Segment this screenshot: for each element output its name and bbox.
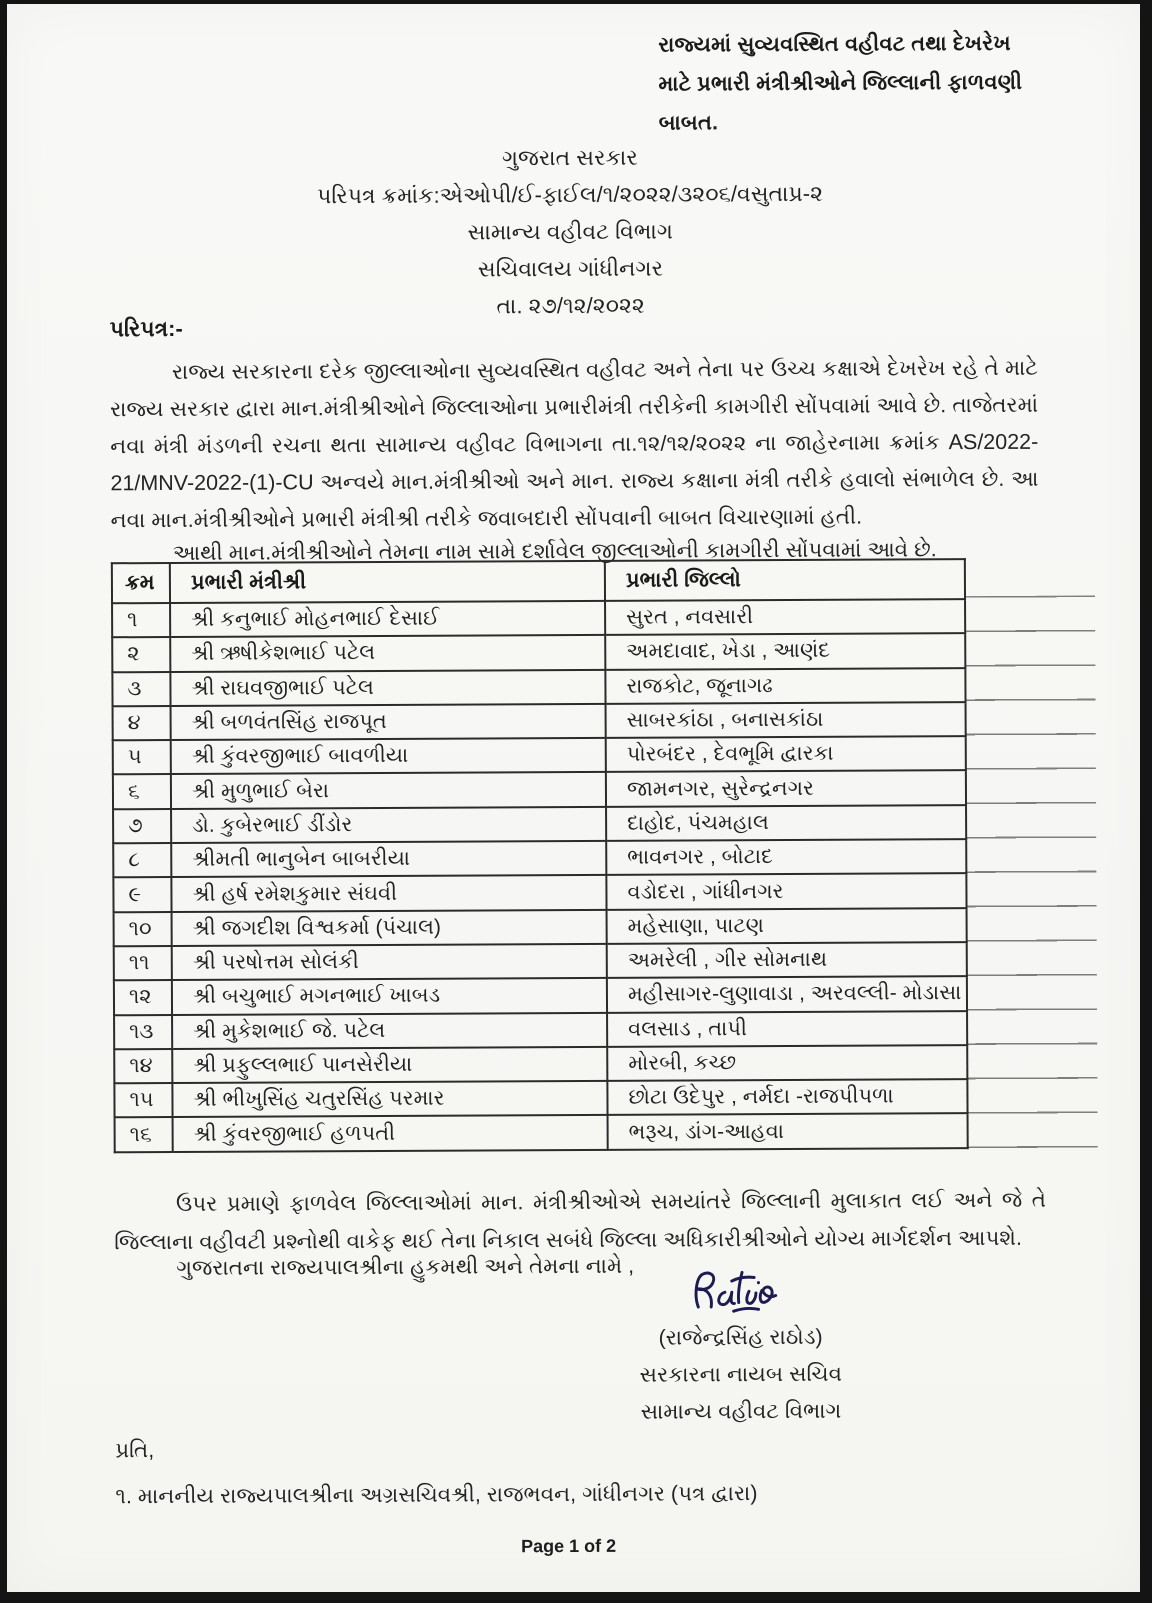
signature-block <box>590 1266 891 1430</box>
table-row <box>114 1011 967 1049</box>
table-row <box>112 633 965 671</box>
cell-districts: મહીસાગર-લુણાવાડા , અરવલ્લી- મોડાસા <box>607 976 967 1012</box>
cell-districts: ભાવનગર , બોટાદ <box>606 839 966 875</box>
circular-number: પરિપત્ર ક્રમાંક:એઓપી/ઈ-ફાઈલ/૧/૨૦૨૨/૩૨૦૬/વસુતાપ્ર-૨ <box>0 173 1143 216</box>
subject-line: રાજ્યમાં સુવ્યવસ્થિત વહીવટ તથા દેખરેખ <box>658 24 1048 65</box>
minister-allocation-table <box>111 558 969 1153</box>
by-order-line: ગુજરાતના રાજ્યપાલશ્રીના હુકમથી અને તેમના નામે , <box>114 1252 1046 1282</box>
handwritten-signature <box>684 1267 796 1318</box>
signatory-department: સામાન્ય વહીવટ વિભાગ <box>591 1392 891 1430</box>
cell-serial: ૧૩ <box>114 1015 172 1050</box>
subject-line: બાબત. <box>659 102 1049 143</box>
table-row <box>113 771 966 809</box>
paper-sheet <box>7 4 1140 1592</box>
cell-minister-name: શ્રી કુંવરજીભાઈ બાવળીયા <box>171 738 606 774</box>
cell-serial: ૪ <box>113 706 171 741</box>
secretariat-line: સચિવાલય ગાંધીનગર <box>0 247 1143 290</box>
cell-districts: સુરત , નવસારી <box>605 599 965 635</box>
cell-minister-name: શ્રી પરષોત્તમ સોલંકી <box>172 944 607 980</box>
cell-minister-name: શ્રી ઋષીકેશભાઈ પટેલ <box>170 635 605 671</box>
scan-line-artifact <box>965 595 1098 1154</box>
subject-block <box>658 24 1049 143</box>
cell-minister-name: શ્રી પ્રફુલ્લભાઈ પાનસેરીયા <box>172 1047 607 1083</box>
closing-paragraph-text: ઉપર પ્રમાણે ફાળવેલ જિલ્લાઓમાં માન. મંત્રીશ્રીઓએ સમયાંતરે જિલ્લાની મુલાકાત લઈ અને જે તે જિલ્લાના વહીવટી પ્રશ્નોથી વાકેફ થઈ તેના નિકાલ સબંધે જિલ્લા અધિકારીશ્રીઓને યોગ્ય માર્ગદર્શન આપશે. <box>114 1188 1046 1255</box>
column-header-district: પ્રભારી જિલ્લો <box>605 559 965 601</box>
cell-serial: ૭ <box>113 809 171 844</box>
cell-serial: ૧૪ <box>114 1049 172 1084</box>
cell-districts: મહેસાણા, પાટણ <box>607 908 967 944</box>
cell-serial: ૩ <box>112 672 170 707</box>
cell-minister-name: શ્રી બચુભાઈ મગનભાઈ ખાબડ <box>172 978 607 1014</box>
cell-minister-name: શ્રી રાઘવજીભાઈ પટેલ <box>170 669 605 705</box>
cell-minister-name: ડો. કુબેરભાઈ ડીંડોર <box>171 807 606 843</box>
table-row <box>114 976 967 1014</box>
department-name: સામાન્ય વહીવટ વિભાગ <box>0 210 1143 253</box>
page-number: Page 1 of 2 <box>4 1533 1134 1560</box>
signatory-designation: સરકારના નાયબ સચિવ <box>591 1355 891 1393</box>
table-row <box>113 839 966 877</box>
distribution-item: ૧. માનનીય રાજ્યપાલશ્રીના અગ્રસચિવશ્રી, રાજભવન, ગાંધીનગર (પત્ર દ્વારા) <box>115 1480 1065 1510</box>
table-row <box>112 668 965 706</box>
cell-districts: મોરબી, કચ્છ <box>607 1045 967 1081</box>
table-row <box>114 1045 967 1083</box>
table-row <box>113 702 966 740</box>
cell-minister-name: શ્રી બળવંતસિંહ રાજપૂત <box>171 704 606 740</box>
cell-districts: ભરૂચ, ડાંગ-આહવા <box>608 1114 968 1150</box>
cell-districts: રાજકોટ, જૂનાગઢ <box>605 668 965 704</box>
cell-minister-name: શ્રી કનુભાઈ મોહનભાઈ દેસાઈ <box>170 601 605 637</box>
column-header-minister: પ્રભારી મંત્રીશ્રી <box>170 561 605 603</box>
cell-districts: સાબરકાંઠા , બનાસકાંઠા <box>606 702 966 738</box>
cell-districts: દાહોદ, પંચમહાલ <box>606 805 966 841</box>
cell-serial: ૯ <box>113 877 171 912</box>
cell-minister-name: શ્રીમતી ભાનુબેન બાબરીયા <box>171 841 606 877</box>
cell-serial: ૧૫ <box>114 1083 172 1118</box>
cell-minister-name: શ્રી મુળુભાઈ બેરા <box>171 772 606 808</box>
table-row <box>113 805 966 843</box>
government-title: ગુજરાત સરકાર <box>0 136 1143 179</box>
circular-label: પરિપત્ર:- <box>110 316 183 342</box>
circular-date: તા. ૨૭/૧૨/૨૦૨૨ <box>0 284 1144 327</box>
column-header-serial: ક્રમ <box>112 563 170 603</box>
minister-table-body <box>112 599 968 1152</box>
table-row <box>114 908 967 946</box>
body-paragraph-1-text: રાજ્ય સરકારના દરેક જીલ્લાઓના સુવ્યવસ્થિત વહીવટ અને તેના પર ઉચ્ચ કક્ષાએ દેખરેખ રહે તે માટે રાજ્ય સરકાર દ્વારા માન.મંત્રીશ્રીઓને જિલ્લાઓના પ્રભારીમંત્રી તરીકેની કામગીરી સોંપવામાં આવે છે. તાજેતરમાં નવા મંત્રી મંડળની રચના થતા સામાન્ય વહીવટ વિભાગના તા.૧૨/૧૨/૨૦૨૨ ના જાહેરનામા ક્રમાંક AS/2022-21/MNV-2022-(1)-CU અન્વયે માન.મંત્રીશ્રીઓ અને માન. રાજ્ય કક્ષાના મંત્રી તરીકે હવાલો સંભાળેલ છે. આ નવા માન.મંત્રીશ્રીઓને પ્રભારી મંત્રીશ્રી તરીકે જવાબદારી સોંપવાની બાબત વિચારણામાં હતી. <box>110 356 1038 533</box>
body-paragraph-2: આથી માન.મંત્રીશ્રીઓને તેમના નામ સામે દર્શાવેલ જીલ્લાઓની કામગીરી સોંપવામાં આવે છે. <box>111 535 1039 568</box>
cell-districts: વડોદરા , ગાંધીનગર <box>606 873 966 909</box>
cell-serial: ૧૨ <box>114 980 172 1015</box>
cell-minister-name: શ્રી ભીખુસિંહ ચતુરસિંહ પરમાર <box>172 1081 607 1117</box>
signatory-name: (રાજેન્દ્રસિંહ રાઠોડ) <box>591 1318 891 1356</box>
table-row <box>113 873 966 911</box>
cell-serial: ૬ <box>113 774 171 809</box>
table-row <box>112 599 965 637</box>
cell-districts: અમરેલી , ગીર સોમનાથ <box>607 942 967 978</box>
cell-serial: ૮ <box>113 843 171 878</box>
cell-serial: ૧૧ <box>114 946 172 981</box>
cell-districts: પોરબંદર , દેવભૂમિ દ્વારકા <box>606 736 966 772</box>
cell-minister-name: શ્રી મુકેશભાઈ જે. પટેલ <box>172 1012 607 1048</box>
cell-districts: વલસાડ , તાપી <box>607 1011 967 1047</box>
cell-serial: ૧૦ <box>114 912 172 947</box>
table-header-row <box>112 559 965 603</box>
cell-minister-name: શ્રી કુંવરજીભાઈ હળપતી <box>173 1115 608 1151</box>
closing-paragraph <box>114 1181 1046 1262</box>
cell-districts: જામનગર, સુરેન્દ્રનગર <box>606 771 966 807</box>
cell-districts: અમદાવાદ, ખેડા , આણંદ <box>605 633 965 669</box>
cell-minister-name: શ્રી જગદીશ વિશ્વકર્મા (પંચાલ) <box>172 910 607 946</box>
table-row <box>115 1114 968 1152</box>
body-paragraph-1 <box>110 350 1039 540</box>
distribution-label: પ્રતિ, <box>115 1438 154 1463</box>
subject-line: માટે પ્રભારી મંત્રીશ્રીઓને જિલ્લાની ફાળવણી <box>658 63 1048 104</box>
cell-serial: ૫ <box>113 740 171 775</box>
table-row <box>114 1079 967 1117</box>
cell-serial: ૧ <box>112 603 170 638</box>
cell-minister-name: શ્રી હર્ષ રમેશકુમાર સંઘવી <box>171 875 606 911</box>
table-row <box>114 942 967 980</box>
letterhead <box>0 136 1144 327</box>
cell-serial: ૧૬ <box>115 1117 173 1152</box>
cell-serial: ૨ <box>112 637 170 672</box>
table-row <box>113 736 966 774</box>
cell-districts: છોટા ઉદેપુર , નર્મદા -રાજપીપળા <box>607 1079 967 1115</box>
